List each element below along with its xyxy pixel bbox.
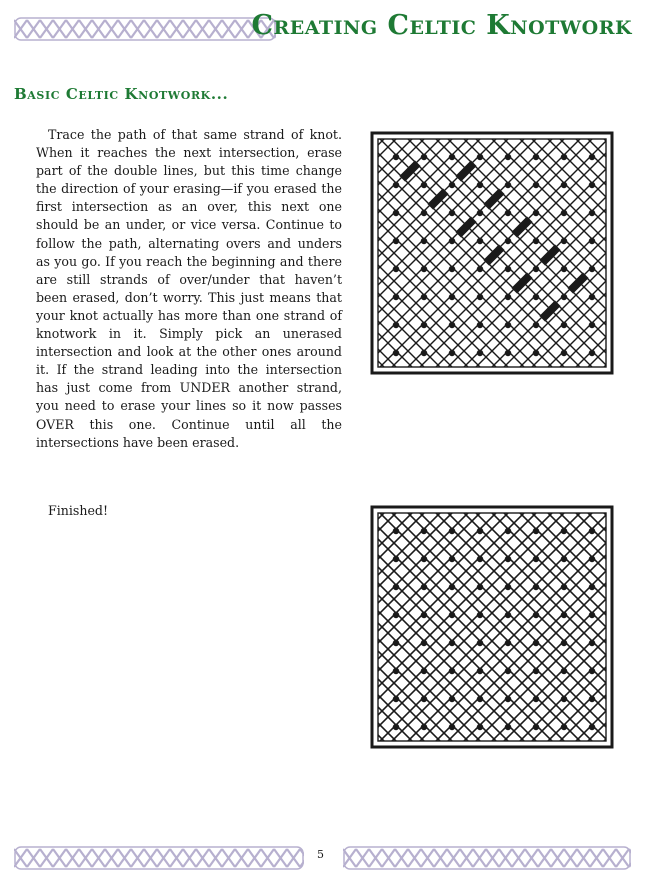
page-title: Creating Celtic Knotwork xyxy=(251,10,632,41)
finished-caption: Finished! xyxy=(48,503,109,518)
page-number: 5 xyxy=(317,848,324,861)
finished-knot-diagram xyxy=(370,505,614,749)
top-decorative-border xyxy=(14,16,276,42)
bottom-left-decorative-border xyxy=(14,845,304,871)
section-heading: Basic Celtic Knotwork... xyxy=(14,85,229,103)
knot-erasing-diagram xyxy=(370,131,614,375)
body-paragraph: Trace the path of that same strand of knot. When it reaches the next intersection, erase part of the double lines, but this time change the direction of your erasing—if you erased the first intersection as an over, this next one should be an under, or vice versa. Continue to follow the path, alternating overs and unders as you go. If you reach the beginning and there are still strands of over/under that haven’t been erased, don’t worry. This just means that your knot actually has more than one strand of knotwork in it. Simply pick an unerased intersection and look at the other ones around it. If the strand leading into the intersection has just come from UNDER another strand, you need to erase your lines so it now passes OVER this one. Continue until all the intersections have been erased. xyxy=(36,127,342,450)
bottom-right-decorative-border xyxy=(343,845,631,871)
